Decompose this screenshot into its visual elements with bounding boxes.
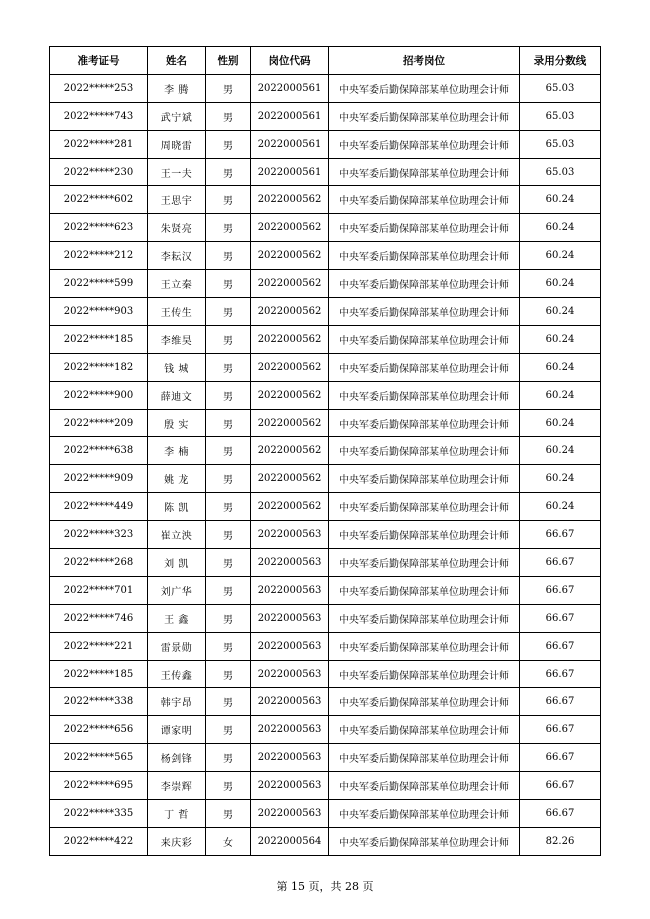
cell-name: 姚 龙 bbox=[148, 465, 206, 493]
cell-post-code: 2022000563 bbox=[251, 772, 329, 800]
cell-score: 66.67 bbox=[520, 521, 601, 549]
cell-name: 陈 凯 bbox=[148, 493, 206, 521]
table-row bbox=[50, 158, 601, 186]
table-row bbox=[50, 772, 601, 800]
cell-score: 66.67 bbox=[520, 744, 601, 772]
cell-exam-id: 2022*****602 bbox=[50, 186, 148, 214]
cell-score: 65.03 bbox=[520, 74, 601, 102]
table-row bbox=[50, 130, 601, 158]
admission-score-table bbox=[49, 46, 601, 856]
table-row bbox=[50, 521, 601, 549]
table-row bbox=[50, 549, 601, 577]
cell-score: 66.67 bbox=[520, 604, 601, 632]
cell-post: 中央军委后勤保障部某单位助理会计师 bbox=[329, 186, 520, 214]
table-row bbox=[50, 576, 601, 604]
cell-post: 中央军委后勤保障部某单位助理会计师 bbox=[329, 130, 520, 158]
cell-score: 60.24 bbox=[520, 186, 601, 214]
cell-post: 中央军委后勤保障部某单位助理会计师 bbox=[329, 102, 520, 130]
cell-gender: 男 bbox=[206, 186, 251, 214]
cell-name: 李维昊 bbox=[148, 325, 206, 353]
cell-post-code: 2022000562 bbox=[251, 214, 329, 242]
cell-post-code: 2022000562 bbox=[251, 493, 329, 521]
cell-post-code: 2022000563 bbox=[251, 521, 329, 549]
cell-post-code: 2022000563 bbox=[251, 632, 329, 660]
cell-gender: 男 bbox=[206, 688, 251, 716]
cell-exam-id: 2022*****909 bbox=[50, 465, 148, 493]
cell-name: 雷景勋 bbox=[148, 632, 206, 660]
cell-exam-id: 2022*****335 bbox=[50, 800, 148, 828]
cell-exam-id: 2022*****743 bbox=[50, 102, 148, 130]
cell-post-code: 2022000561 bbox=[251, 130, 329, 158]
cell-name: 刘广华 bbox=[148, 576, 206, 604]
cell-post: 中央军委后勤保障部某单位助理会计师 bbox=[329, 493, 520, 521]
cell-post: 中央军委后勤保障部某单位助理会计师 bbox=[329, 298, 520, 326]
cell-gender: 男 bbox=[206, 214, 251, 242]
table-row bbox=[50, 827, 601, 855]
table-row bbox=[50, 716, 601, 744]
cell-post-code: 2022000561 bbox=[251, 102, 329, 130]
cell-post: 中央军委后勤保障部某单位助理会计师 bbox=[329, 604, 520, 632]
cell-exam-id: 2022*****185 bbox=[50, 325, 148, 353]
cell-name: 丁 哲 bbox=[148, 800, 206, 828]
table-row bbox=[50, 353, 601, 381]
cell-name: 薛迪文 bbox=[148, 381, 206, 409]
cell-post: 中央军委后勤保障部某单位助理会计师 bbox=[329, 437, 520, 465]
cell-gender: 男 bbox=[206, 325, 251, 353]
cell-post-code: 2022000562 bbox=[251, 409, 329, 437]
cell-post-code: 2022000563 bbox=[251, 744, 329, 772]
header-post: 招考岗位 bbox=[329, 47, 520, 75]
cell-post-code: 2022000562 bbox=[251, 242, 329, 270]
header-exam-id: 准考证号 bbox=[50, 47, 148, 75]
cell-gender: 男 bbox=[206, 270, 251, 298]
cell-post-code: 2022000562 bbox=[251, 186, 329, 214]
cell-name: 武宁斌 bbox=[148, 102, 206, 130]
cell-post: 中央军委后勤保障部某单位助理会计师 bbox=[329, 800, 520, 828]
cell-exam-id: 2022*****565 bbox=[50, 744, 148, 772]
cell-name: 来庆彩 bbox=[148, 827, 206, 855]
table-row bbox=[50, 604, 601, 632]
table-row bbox=[50, 437, 601, 465]
cell-post: 中央军委后勤保障部某单位助理会计师 bbox=[329, 270, 520, 298]
cell-gender: 男 bbox=[206, 800, 251, 828]
cell-post: 中央军委后勤保障部某单位助理会计师 bbox=[329, 660, 520, 688]
cell-post-code: 2022000563 bbox=[251, 800, 329, 828]
cell-exam-id: 2022*****638 bbox=[50, 437, 148, 465]
cell-name: 周晓雷 bbox=[148, 130, 206, 158]
cell-post: 中央军委后勤保障部某单位助理会计师 bbox=[329, 716, 520, 744]
cell-score: 65.03 bbox=[520, 130, 601, 158]
cell-gender: 男 bbox=[206, 353, 251, 381]
cell-gender: 男 bbox=[206, 465, 251, 493]
cell-exam-id: 2022*****656 bbox=[50, 716, 148, 744]
cell-name: 杨剑锋 bbox=[148, 744, 206, 772]
cell-exam-id: 2022*****422 bbox=[50, 827, 148, 855]
cell-post-code: 2022000563 bbox=[251, 549, 329, 577]
cell-post-code: 2022000563 bbox=[251, 604, 329, 632]
cell-exam-id: 2022*****623 bbox=[50, 214, 148, 242]
cell-name: 朱贤亮 bbox=[148, 214, 206, 242]
cell-gender: 男 bbox=[206, 772, 251, 800]
cell-post-code: 2022000561 bbox=[251, 158, 329, 186]
header-gender: 性别 bbox=[206, 47, 251, 75]
table-row bbox=[50, 800, 601, 828]
cell-post: 中央军委后勤保障部某单位助理会计师 bbox=[329, 521, 520, 549]
cell-exam-id: 2022*****449 bbox=[50, 493, 148, 521]
table-row bbox=[50, 74, 601, 102]
cell-gender: 男 bbox=[206, 437, 251, 465]
cell-exam-id: 2022*****701 bbox=[50, 576, 148, 604]
cell-exam-id: 2022*****281 bbox=[50, 130, 148, 158]
cell-gender: 男 bbox=[206, 158, 251, 186]
cell-score: 60.24 bbox=[520, 214, 601, 242]
table-row bbox=[50, 298, 601, 326]
cell-post: 中央军委后勤保障部某单位助理会计师 bbox=[329, 381, 520, 409]
cell-gender: 男 bbox=[206, 744, 251, 772]
cell-name: 王 鑫 bbox=[148, 604, 206, 632]
cell-post-code: 2022000562 bbox=[251, 325, 329, 353]
cell-name: 殷 实 bbox=[148, 409, 206, 437]
cell-gender: 男 bbox=[206, 298, 251, 326]
cell-gender: 男 bbox=[206, 576, 251, 604]
cell-gender: 男 bbox=[206, 521, 251, 549]
cell-gender: 男 bbox=[206, 242, 251, 270]
cell-score: 66.67 bbox=[520, 688, 601, 716]
cell-post: 中央军委后勤保障部某单位助理会计师 bbox=[329, 158, 520, 186]
cell-gender: 女 bbox=[206, 827, 251, 855]
table-row bbox=[50, 744, 601, 772]
cell-score: 60.24 bbox=[520, 437, 601, 465]
cell-gender: 男 bbox=[206, 632, 251, 660]
cell-exam-id: 2022*****209 bbox=[50, 409, 148, 437]
cell-name: 钱 城 bbox=[148, 353, 206, 381]
table-row bbox=[50, 493, 601, 521]
cell-post: 中央军委后勤保障部某单位助理会计师 bbox=[329, 744, 520, 772]
header-name: 姓名 bbox=[148, 47, 206, 75]
cell-gender: 男 bbox=[206, 381, 251, 409]
cell-exam-id: 2022*****746 bbox=[50, 604, 148, 632]
cell-gender: 男 bbox=[206, 716, 251, 744]
cell-name: 王立秦 bbox=[148, 270, 206, 298]
cell-score: 66.67 bbox=[520, 576, 601, 604]
cell-exam-id: 2022*****185 bbox=[50, 660, 148, 688]
cell-score: 60.24 bbox=[520, 325, 601, 353]
cell-post: 中央军委后勤保障部某单位助理会计师 bbox=[329, 827, 520, 855]
table-row bbox=[50, 214, 601, 242]
table-row bbox=[50, 242, 601, 270]
cell-post-code: 2022000563 bbox=[251, 660, 329, 688]
cell-gender: 男 bbox=[206, 74, 251, 102]
cell-name: 崔立泱 bbox=[148, 521, 206, 549]
cell-name: 谭家明 bbox=[148, 716, 206, 744]
header-score-line: 录用分数线 bbox=[520, 47, 601, 75]
cell-post-code: 2022000563 bbox=[251, 688, 329, 716]
cell-exam-id: 2022*****900 bbox=[50, 381, 148, 409]
cell-score: 66.67 bbox=[520, 632, 601, 660]
cell-score: 60.24 bbox=[520, 381, 601, 409]
cell-score: 60.24 bbox=[520, 409, 601, 437]
table-row bbox=[50, 186, 601, 214]
cell-score: 60.24 bbox=[520, 465, 601, 493]
cell-score: 66.67 bbox=[520, 772, 601, 800]
cell-gender: 男 bbox=[206, 102, 251, 130]
cell-gender: 男 bbox=[206, 493, 251, 521]
cell-name: 韩宇昂 bbox=[148, 688, 206, 716]
cell-score: 66.67 bbox=[520, 549, 601, 577]
cell-exam-id: 2022*****323 bbox=[50, 521, 148, 549]
cell-exam-id: 2022*****253 bbox=[50, 74, 148, 102]
cell-exam-id: 2022*****182 bbox=[50, 353, 148, 381]
table-row bbox=[50, 325, 601, 353]
cell-name: 李崇辉 bbox=[148, 772, 206, 800]
table-row bbox=[50, 381, 601, 409]
cell-gender: 男 bbox=[206, 130, 251, 158]
cell-post-code: 2022000562 bbox=[251, 298, 329, 326]
cell-gender: 男 bbox=[206, 604, 251, 632]
cell-gender: 男 bbox=[206, 409, 251, 437]
cell-score: 60.24 bbox=[520, 493, 601, 521]
cell-score: 60.24 bbox=[520, 298, 601, 326]
cell-post-code: 2022000563 bbox=[251, 576, 329, 604]
cell-post: 中央军委后勤保障部某单位助理会计师 bbox=[329, 688, 520, 716]
cell-exam-id: 2022*****695 bbox=[50, 772, 148, 800]
cell-exam-id: 2022*****903 bbox=[50, 298, 148, 326]
cell-post-code: 2022000562 bbox=[251, 465, 329, 493]
cell-exam-id: 2022*****230 bbox=[50, 158, 148, 186]
cell-post: 中央军委后勤保障部某单位助理会计师 bbox=[329, 632, 520, 660]
table-row bbox=[50, 632, 601, 660]
cell-name: 王一夫 bbox=[148, 158, 206, 186]
cell-post-code: 2022000564 bbox=[251, 827, 329, 855]
cell-score: 65.03 bbox=[520, 102, 601, 130]
table-row bbox=[50, 465, 601, 493]
cell-exam-id: 2022*****268 bbox=[50, 549, 148, 577]
cell-score: 60.24 bbox=[520, 270, 601, 298]
cell-post-code: 2022000563 bbox=[251, 716, 329, 744]
cell-exam-id: 2022*****338 bbox=[50, 688, 148, 716]
cell-gender: 男 bbox=[206, 660, 251, 688]
table-row bbox=[50, 102, 601, 130]
table-row bbox=[50, 409, 601, 437]
cell-name: 王传鑫 bbox=[148, 660, 206, 688]
cell-post-code: 2022000562 bbox=[251, 270, 329, 298]
table-row bbox=[50, 270, 601, 298]
cell-exam-id: 2022*****221 bbox=[50, 632, 148, 660]
cell-exam-id: 2022*****599 bbox=[50, 270, 148, 298]
cell-name: 王传生 bbox=[148, 298, 206, 326]
cell-post: 中央军委后勤保障部某单位助理会计师 bbox=[329, 576, 520, 604]
cell-post: 中央军委后勤保障部某单位助理会计师 bbox=[329, 214, 520, 242]
table-row bbox=[50, 660, 601, 688]
cell-name: 李 楠 bbox=[148, 437, 206, 465]
cell-score: 60.24 bbox=[520, 353, 601, 381]
cell-post: 中央军委后勤保障部某单位助理会计师 bbox=[329, 549, 520, 577]
cell-post: 中央军委后勤保障部某单位助理会计师 bbox=[329, 772, 520, 800]
cell-post-code: 2022000562 bbox=[251, 381, 329, 409]
cell-score: 66.67 bbox=[520, 716, 601, 744]
cell-name: 王思宇 bbox=[148, 186, 206, 214]
cell-post: 中央军委后勤保障部某单位助理会计师 bbox=[329, 74, 520, 102]
page-number: 第 15 页，共 28 页 bbox=[276, 880, 374, 893]
table-header-row bbox=[50, 47, 601, 75]
cell-score: 65.03 bbox=[520, 158, 601, 186]
cell-name: 刘 凯 bbox=[148, 549, 206, 577]
cell-post: 中央军委后勤保障部某单位助理会计师 bbox=[329, 465, 520, 493]
cell-name: 李耘汉 bbox=[148, 242, 206, 270]
cell-post: 中央军委后勤保障部某单位助理会计师 bbox=[329, 242, 520, 270]
cell-post: 中央军委后勤保障部某单位助理会计师 bbox=[329, 353, 520, 381]
cell-post-code: 2022000562 bbox=[251, 437, 329, 465]
cell-post-code: 2022000561 bbox=[251, 74, 329, 102]
header-post-code: 岗位代码 bbox=[251, 47, 329, 75]
cell-post: 中央军委后勤保障部某单位助理会计师 bbox=[329, 325, 520, 353]
cell-post-code: 2022000562 bbox=[251, 353, 329, 381]
cell-score: 60.24 bbox=[520, 242, 601, 270]
cell-post: 中央军委后勤保障部某单位助理会计师 bbox=[329, 409, 520, 437]
cell-gender: 男 bbox=[206, 549, 251, 577]
cell-score: 82.26 bbox=[520, 827, 601, 855]
table-row bbox=[50, 688, 601, 716]
cell-score: 66.67 bbox=[520, 660, 601, 688]
cell-name: 李 腾 bbox=[148, 74, 206, 102]
cell-exam-id: 2022*****212 bbox=[50, 242, 148, 270]
cell-score: 66.67 bbox=[520, 800, 601, 828]
